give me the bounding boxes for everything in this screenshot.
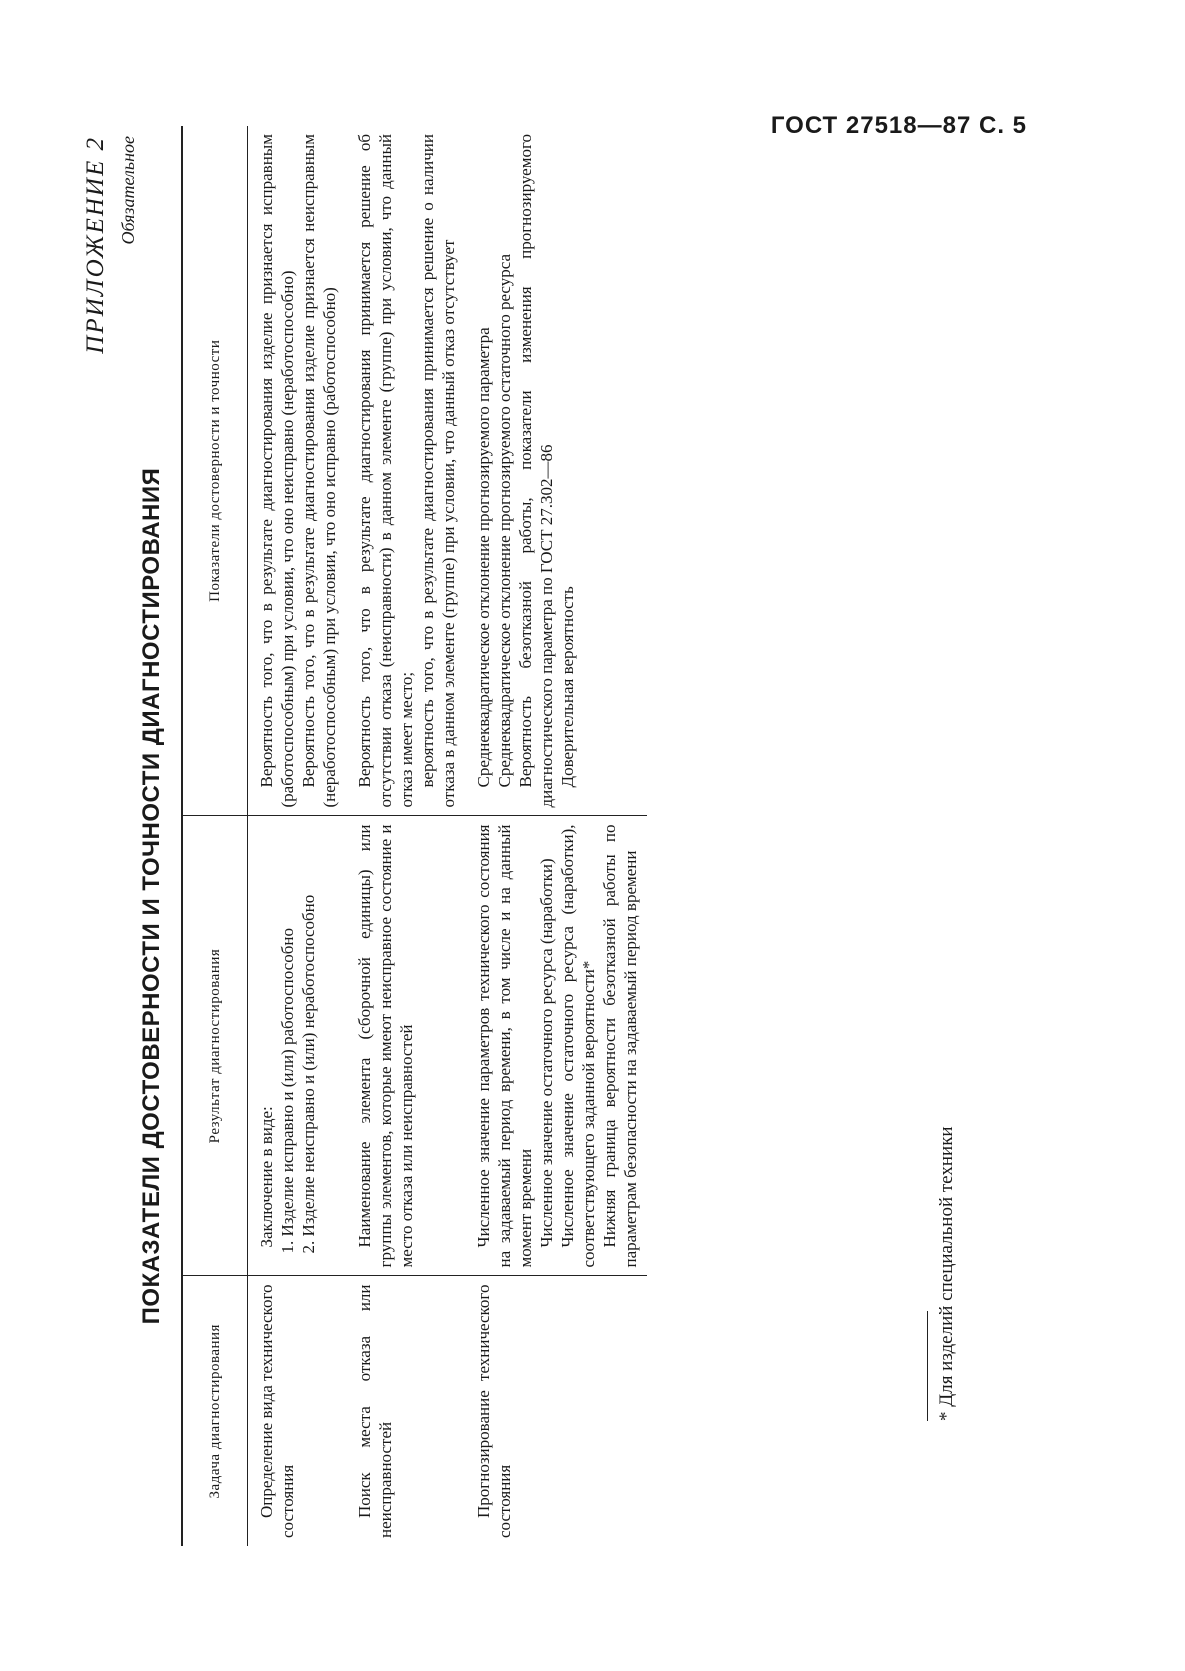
result-intro: Заключение в виде: xyxy=(257,1106,276,1248)
result-cell xyxy=(346,816,465,1276)
result-list-item: 2. Изделие неисправно и (или) неработоспособно xyxy=(299,894,318,1254)
footnote: * Для изделий специальной техники xyxy=(936,1126,957,1421)
appendix-status: Обязательное xyxy=(118,136,138,245)
result-cell xyxy=(465,816,647,1276)
result-text: Нижняя граница вероятности безотказной работы по параметрам безопасности на задаваемый период времени xyxy=(600,824,640,1268)
task-cell: Определение вида технического состояния xyxy=(257,1284,297,1538)
result-text: Наименование элемента (сборочной единицы) или группы элементов, которые имеют неисправное состояние и место отказа или неисправностей xyxy=(355,824,416,1268)
table-row xyxy=(465,126,647,1546)
indicator-text: Среднеквадратическое отклонение прогнозируемого остаточного ресурса xyxy=(495,253,514,788)
indicator-text: Доверительная вероятность xyxy=(558,586,577,788)
table-row xyxy=(248,126,347,1546)
indicator-text: Вероятность того, что в результате диагностирования изделие признается исправным (работоспособным) при условии, что оно неисправно (неработоспособно) xyxy=(257,134,297,808)
table-header-row xyxy=(182,126,248,1546)
result-cell xyxy=(248,816,347,1276)
document-title: ПОКАЗАТЕЛИ ДОСТОВЕРНОСТИ И ТОЧНОСТИ ДИАГНОСТИРОВАНИЯ xyxy=(138,467,165,1325)
indicators-cell xyxy=(248,126,347,816)
indicator-text: Вероятность того, что в результате диагностирования принимается решение об отсутствии отказа (неисправности) в данном элементе (группе) при условии, что данный отказ имеет место; xyxy=(355,134,416,808)
result-list-item: 1. Изделие исправно и (или) работоспособно xyxy=(278,928,297,1254)
indicator-text: вероятность того, что в результате диагностирования принимается решение о наличии отказа в данном элементе (группе) при условии, что данный отказ отсутствует xyxy=(418,134,458,808)
page-header: ГОСТ 27518—87 С. 5 xyxy=(770,112,1027,139)
task-cell: Прогнозирование технического состояния xyxy=(474,1284,514,1538)
task-cell: Поиск места отказа или неисправностей xyxy=(355,1284,395,1538)
appendix-title: ПРИЛОЖЕНИЕ 2 xyxy=(82,136,109,354)
indicator-text: Среднеквадратическое отклонение прогнозируемого параметра xyxy=(474,327,493,788)
column-header-task: Задача диагностирования xyxy=(182,1276,248,1546)
footnote-divider xyxy=(927,1311,928,1421)
result-text: Численное значение остаточного ресурса (наработки), соответствующего заданной вероятности* xyxy=(558,824,598,1268)
result-text: Численное значение параметров технического состояния на задаваемый период времени, в том числе и на данный момент времени xyxy=(474,824,535,1268)
column-header-result: Результат диагностирования xyxy=(182,816,248,1276)
column-header-indicators: Показатели достоверности и точности xyxy=(182,126,248,816)
indicator-text: Вероятность безотказной работы, показатели изменения прогнозируемого диагностического параметра по ГОСТ 27.302—86 xyxy=(516,134,556,808)
indicators-cell xyxy=(346,126,465,816)
result-text: Численное значение остаточного ресурса (наработки) xyxy=(537,858,556,1248)
indicators-cell xyxy=(465,126,647,816)
indicators-table xyxy=(181,126,647,1546)
table-row xyxy=(346,126,465,1546)
indicator-text: Вероятность того, что в результате диагностирования изделие признается неисправным (неработоспособным) при условии, что оно исправно (работоспособно) xyxy=(299,134,339,808)
